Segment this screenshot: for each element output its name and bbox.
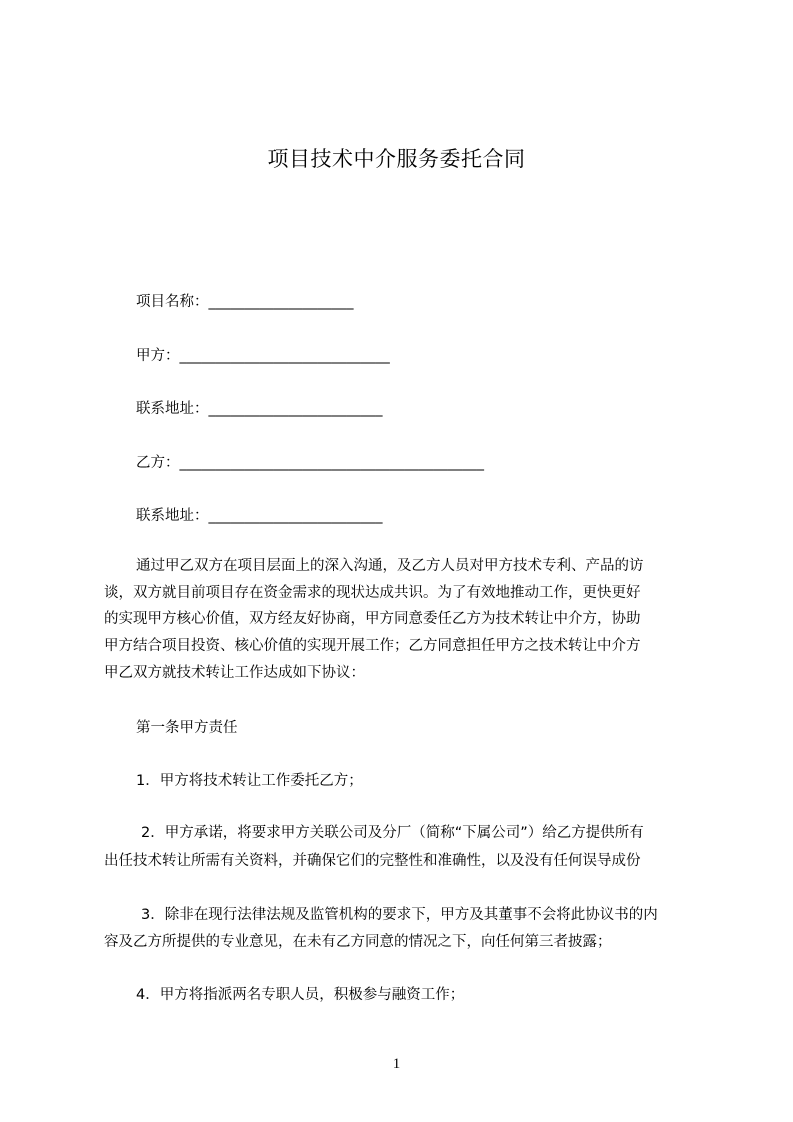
party-b-address-blank: ________________________ [208, 508, 383, 524]
party-a-address-label: 联系地址： [136, 401, 209, 417]
page-number: 1 [392, 1056, 401, 1072]
project-name-blank: ____________________ [208, 294, 354, 310]
intro-line-3: 的实现甲方核心价值，双方经友好协商，甲方同意委任乙方为技术转让中介方，协助 [104, 611, 641, 627]
party-b-address-label: 联系地址： [136, 508, 209, 524]
clause-2-line-1: 2．甲方承诺，将要求甲方关联公司及分厂（简称“下属公司”）给乙方提供所有 [141, 825, 644, 841]
article-1-title: 第一条甲方责任 [136, 720, 238, 736]
party-a-address-field [136, 399, 383, 419]
project-name-field [136, 292, 354, 312]
party-b-blank: __________________________________________ [179, 455, 484, 471]
clause-4: 4．甲方将指派两名专职人员，积极参与融资工作； [136, 987, 465, 1003]
clause-2-line-2: 出任技术转让所需有关资料，并确保它们的完整性和准确性，以及没有任何误导成份 [104, 853, 641, 869]
document-title: 项目技术中介服务委托合同 [267, 147, 526, 171]
clause-3-line-1: 3．除非在现行法律法规及监管机构的要求下，甲方及其董事不会将此协议书的内 [141, 907, 658, 923]
party-a-address-blank: ________________________ [208, 401, 383, 417]
clause-1: 1．甲方将技术转让工作委托乙方； [136, 773, 363, 789]
intro-line-5: 甲乙双方就技术转让工作达成如下协议： [104, 665, 365, 681]
party-b-label: 乙方： [136, 455, 180, 471]
party-b-address-field [136, 506, 383, 526]
intro-line-2: 谈，双方就目前项目存在资金需求的现状达成共识。为了有效地推动工作，更快更好 [104, 585, 641, 601]
project-name-label: 项目名称： [136, 294, 209, 310]
party-b-field [136, 453, 484, 473]
intro-line-1: 通过甲乙双方在项目层面上的深入沟通，及乙方人员对甲方技术专利、产品的访 [136, 558, 644, 574]
intro-line-4: 甲方结合项目投资、核心价值的实现开展工作；乙方同意担任甲方之技术转让中介方 [104, 638, 641, 654]
party-a-label: 甲方： [136, 348, 180, 364]
clause-3-line-2: 容及乙方所提供的专业意见，在未有乙方同意的情况之下，向任何第三者披露； [104, 934, 612, 950]
party-a-field [136, 346, 390, 366]
party-a-blank: _____________________________ [179, 348, 390, 364]
